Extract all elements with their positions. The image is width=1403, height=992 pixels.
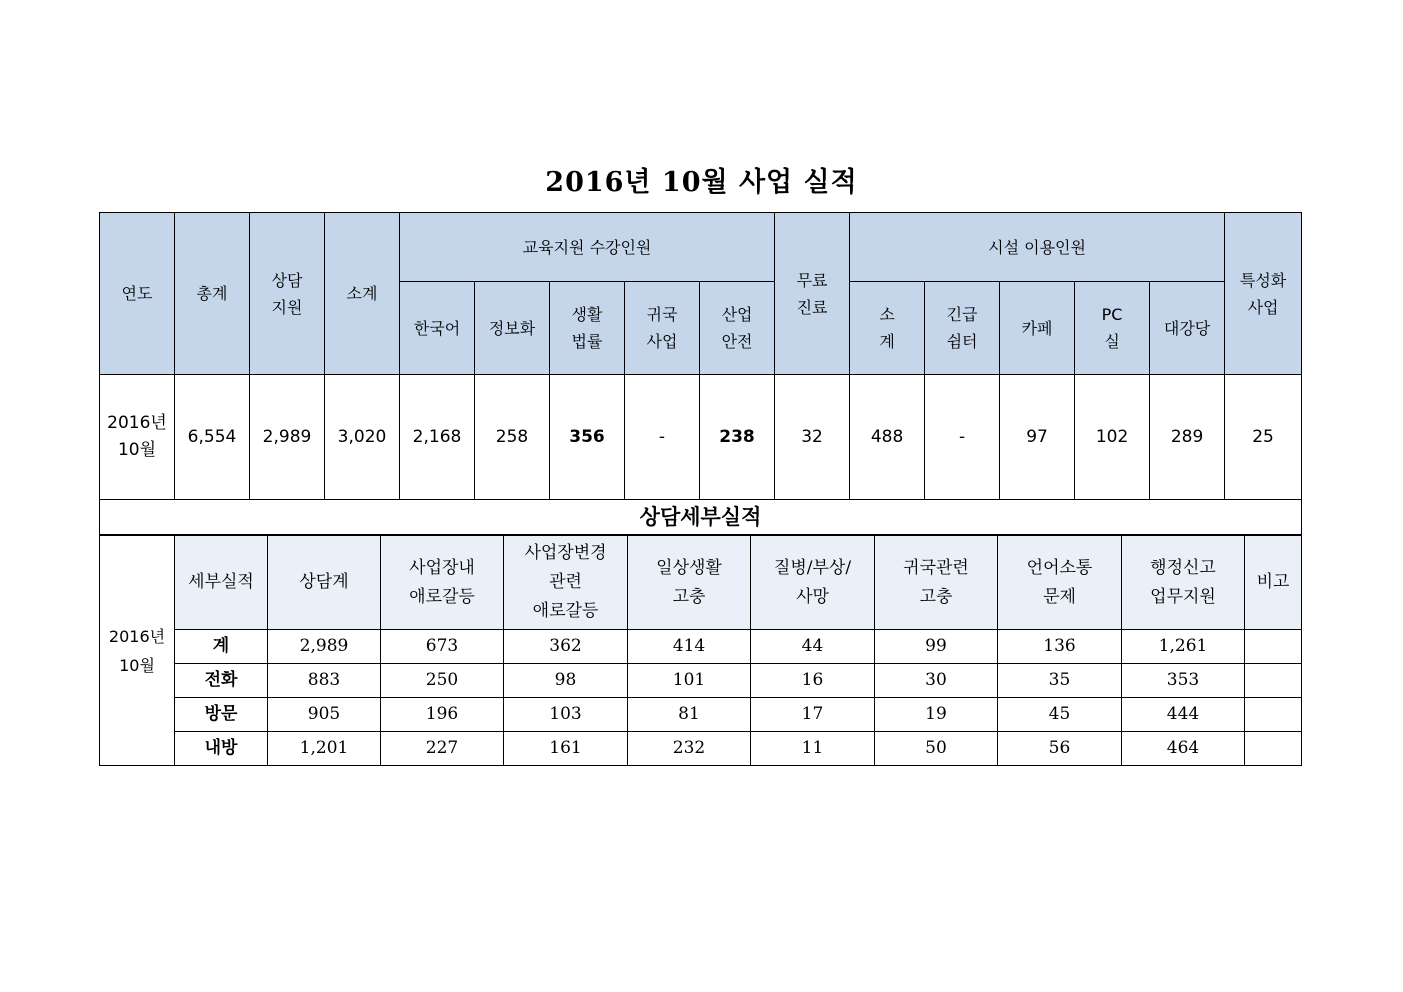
- table-cell: 250: [381, 664, 504, 698]
- row-label: 내방: [175, 732, 268, 766]
- header-year: 연도: [100, 213, 175, 375]
- cell-korean: 2,168: [400, 375, 475, 500]
- cell-total: 6,554: [175, 375, 250, 500]
- table-cell: 17: [751, 698, 875, 732]
- cell-counsel: 2,989: [250, 375, 325, 500]
- detail-year: 2016년 10월: [100, 536, 175, 766]
- table-cell: 673: [381, 630, 504, 664]
- row-label: 방문: [175, 698, 268, 732]
- cell-free-clinic: 32: [775, 375, 850, 500]
- cell-safety: 238: [700, 375, 775, 500]
- table-row: [100, 698, 1302, 732]
- table-cell: 99: [875, 630, 998, 664]
- detail-header: 행정신고 업무지원: [1122, 536, 1245, 630]
- table-cell: [1245, 732, 1302, 766]
- cell-pc-room: 102: [1075, 375, 1150, 500]
- header-life-law: 생활 법률: [550, 282, 625, 375]
- header-free-clinic: 무료 진료: [775, 213, 850, 375]
- table-cell: [1245, 630, 1302, 664]
- detail-header: 언어소통 문제: [998, 536, 1122, 630]
- detail-header: 사업장변경 관련 애로갈등: [504, 536, 628, 630]
- table-cell: 362: [504, 630, 628, 664]
- table-cell: 1,201: [268, 732, 381, 766]
- cell-fac-subtotal: 488: [850, 375, 925, 500]
- header-fac-subtotal: 소 계: [850, 282, 925, 375]
- header-subtotal: 소계: [325, 213, 400, 375]
- cell-info: 258: [475, 375, 550, 500]
- header-safety: 산업 안전: [700, 282, 775, 375]
- detail-table: [99, 535, 1302, 766]
- cell-hall: 289: [1150, 375, 1225, 500]
- table-cell: 414: [628, 630, 751, 664]
- table-row: [100, 664, 1302, 698]
- table-cell: 35: [998, 664, 1122, 698]
- table-cell: 44: [751, 630, 875, 664]
- table-cell: 161: [504, 732, 628, 766]
- table-row: [100, 630, 1302, 664]
- row-label: 전화: [175, 664, 268, 698]
- header-counsel: 상담 지원: [250, 213, 325, 375]
- table-cell: 227: [381, 732, 504, 766]
- table-cell: 136: [998, 630, 1122, 664]
- header-info: 정보화: [475, 282, 550, 375]
- detail-header: 질병/부상/ 사망: [751, 536, 875, 630]
- table-cell: 81: [628, 698, 751, 732]
- table-cell: 45: [998, 698, 1122, 732]
- table-cell: 353: [1122, 664, 1245, 698]
- header-korean: 한국어: [400, 282, 475, 375]
- header-facility-group: 시설 이용인원: [850, 213, 1225, 282]
- table-cell: 444: [1122, 698, 1245, 732]
- summary-data-row: [100, 375, 1302, 500]
- cell-subtotal: 3,020: [325, 375, 400, 500]
- header-cafe: 카페: [1000, 282, 1075, 375]
- table-cell: 50: [875, 732, 998, 766]
- detail-header: 사업장내 애로갈등: [381, 536, 504, 630]
- detail-header: 상담계: [268, 536, 381, 630]
- detail-section-title: 상담세부실적: [100, 500, 1302, 535]
- table-cell: 2,989: [268, 630, 381, 664]
- cell-cafe: 97: [1000, 375, 1075, 500]
- table-cell: 464: [1122, 732, 1245, 766]
- table-cell: 101: [628, 664, 751, 698]
- table-cell: 11: [751, 732, 875, 766]
- page-title: 2016년 10월 사업 실적: [545, 167, 858, 198]
- detail-header: 세부실적: [175, 536, 268, 630]
- table-row: [100, 732, 1302, 766]
- detail-header-row: [100, 536, 1302, 630]
- table-cell: 1,261: [1122, 630, 1245, 664]
- cell-return: -: [625, 375, 700, 500]
- cell-year: 2016년 10월: [100, 375, 175, 500]
- header-edu-group: 교육지원 수강인원: [400, 213, 775, 282]
- header-pc-room: PC 실: [1075, 282, 1150, 375]
- detail-header: 비고: [1245, 536, 1302, 630]
- cell-special: 25: [1225, 375, 1302, 500]
- table-cell: 16: [751, 664, 875, 698]
- row-label: 계: [175, 630, 268, 664]
- table-cell: 883: [268, 664, 381, 698]
- header-total: 총계: [175, 213, 250, 375]
- table-cell: 56: [998, 732, 1122, 766]
- table-cell: [1245, 664, 1302, 698]
- table-cell: 232: [628, 732, 751, 766]
- header-shelter: 긴급 쉼터: [925, 282, 1000, 375]
- table-cell: 98: [504, 664, 628, 698]
- cell-shelter: -: [925, 375, 1000, 500]
- table-cell: 196: [381, 698, 504, 732]
- cell-life-law: 356: [550, 375, 625, 500]
- detail-header: 일상생활 고충: [628, 536, 751, 630]
- table-cell: 19: [875, 698, 998, 732]
- table-cell: [1245, 698, 1302, 732]
- header-special: 특성화 사업: [1225, 213, 1302, 375]
- summary-table: [99, 212, 1302, 535]
- table-cell: 103: [504, 698, 628, 732]
- header-hall: 대강당: [1150, 282, 1225, 375]
- table-cell: 30: [875, 664, 998, 698]
- detail-header: 귀국관련 고충: [875, 536, 998, 630]
- header-return: 귀국 사업: [625, 282, 700, 375]
- table-cell: 905: [268, 698, 381, 732]
